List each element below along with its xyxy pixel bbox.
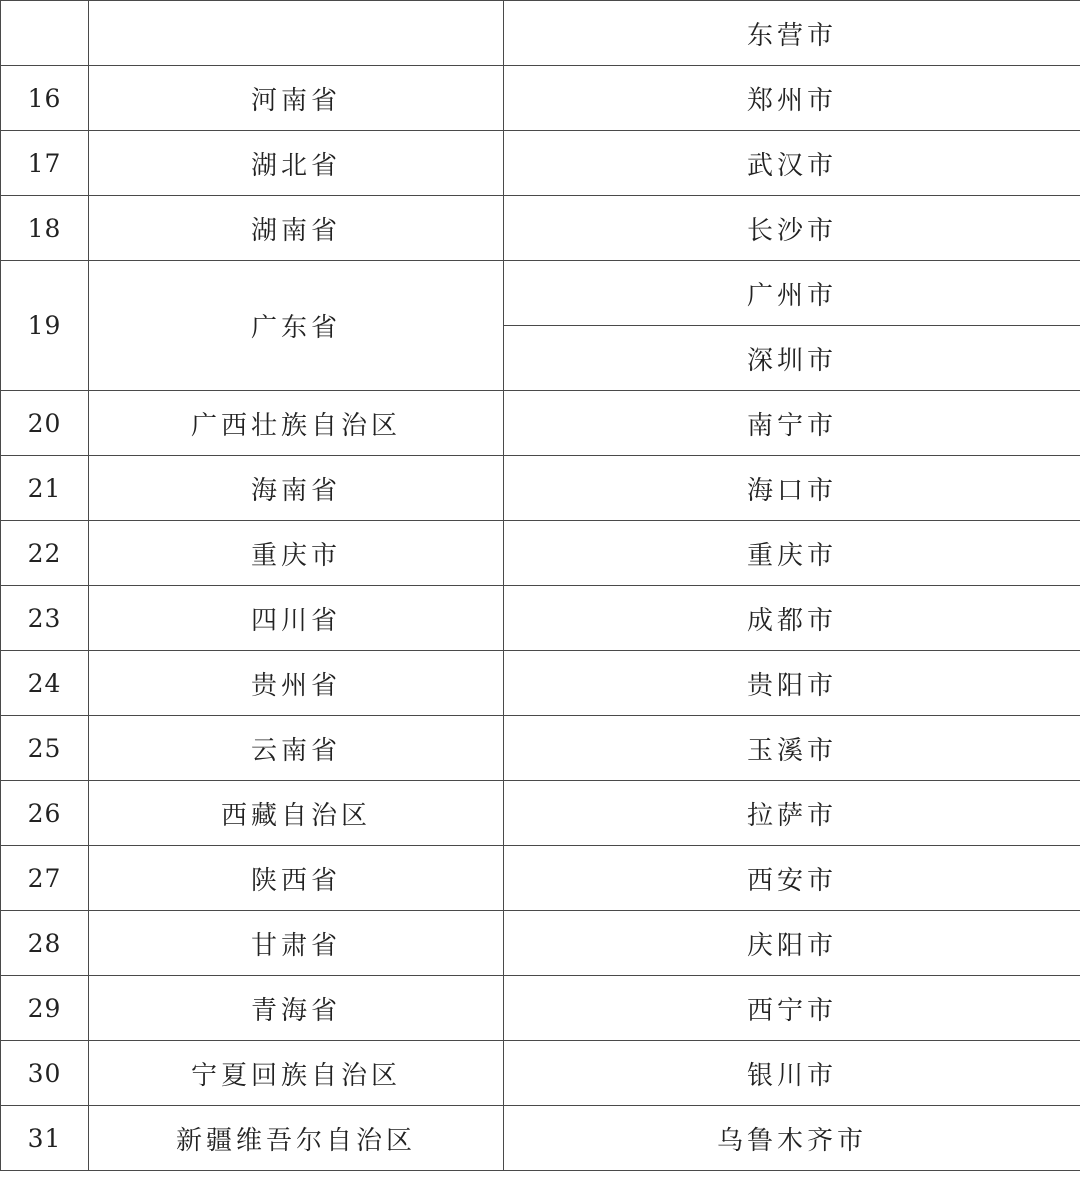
row-number: 26 [1, 781, 89, 846]
province-cell: 甘肃省 [89, 911, 504, 976]
table-row [1, 1, 1080, 66]
table-row [1, 261, 1080, 326]
city-cell: 郑州市 [504, 66, 1080, 131]
table-row [1, 716, 1080, 781]
table-row [1, 521, 1080, 586]
row-number: 30 [1, 1041, 89, 1106]
table-row [1, 651, 1080, 716]
table-row [1, 196, 1080, 261]
province-cell: 湖南省 [89, 196, 504, 261]
city-cell: 重庆市 [504, 521, 1080, 586]
city-cell: 贵阳市 [504, 651, 1080, 716]
province-cell: 广西壮族自治区 [89, 391, 504, 456]
table-row [1, 586, 1080, 651]
province-cell: 重庆市 [89, 521, 504, 586]
row-number: 16 [1, 66, 89, 131]
table-row [1, 1041, 1080, 1106]
row-number: 25 [1, 716, 89, 781]
province-cell: 贵州省 [89, 651, 504, 716]
city-cell: 武汉市 [504, 131, 1080, 196]
row-number: 29 [1, 976, 89, 1041]
city-cell: 东营市 [504, 1, 1080, 66]
city-cell: 长沙市 [504, 196, 1080, 261]
row-number: 17 [1, 131, 89, 196]
row-number: 27 [1, 846, 89, 911]
row-number: 22 [1, 521, 89, 586]
province-cell: 广东省 [89, 261, 504, 391]
row-number: 23 [1, 586, 89, 651]
table-row [1, 976, 1080, 1041]
row-number: 19 [1, 261, 89, 391]
city-cell: 拉萨市 [504, 781, 1080, 846]
table-row [1, 66, 1080, 131]
city-cell: 深圳市 [504, 326, 1080, 391]
province-cell: 新疆维吾尔自治区 [89, 1106, 504, 1171]
province-cell: 青海省 [89, 976, 504, 1041]
table-row [1, 131, 1080, 196]
row-number: 31 [1, 1106, 89, 1171]
row-number: 21 [1, 456, 89, 521]
province-cell: 河南省 [89, 66, 504, 131]
row-number: 24 [1, 651, 89, 716]
city-cell: 海口市 [504, 456, 1080, 521]
city-cell: 南宁市 [504, 391, 1080, 456]
city-cell: 广州市 [504, 261, 1080, 326]
city-cell: 西安市 [504, 846, 1080, 911]
row-number: 18 [1, 196, 89, 261]
table-row [1, 1106, 1080, 1171]
city-cell: 乌鲁木齐市 [504, 1106, 1080, 1171]
table-row [1, 911, 1080, 976]
province-cell [89, 1, 504, 66]
table-row [1, 456, 1080, 521]
row-number [1, 1, 89, 66]
city-cell: 庆阳市 [504, 911, 1080, 976]
city-cell: 银川市 [504, 1041, 1080, 1106]
table-row [1, 846, 1080, 911]
province-cell: 海南省 [89, 456, 504, 521]
city-cell: 玉溪市 [504, 716, 1080, 781]
province-cell: 宁夏回族自治区 [89, 1041, 504, 1106]
city-cell: 西宁市 [504, 976, 1080, 1041]
city-cell: 成都市 [504, 586, 1080, 651]
province-cell: 陕西省 [89, 846, 504, 911]
province-cell: 西藏自治区 [89, 781, 504, 846]
table-row [1, 391, 1080, 456]
province-cell: 云南省 [89, 716, 504, 781]
table-row [1, 781, 1080, 846]
row-number: 28 [1, 911, 89, 976]
province-cell: 四川省 [89, 586, 504, 651]
row-number: 20 [1, 391, 89, 456]
province-cell: 湖北省 [89, 131, 504, 196]
